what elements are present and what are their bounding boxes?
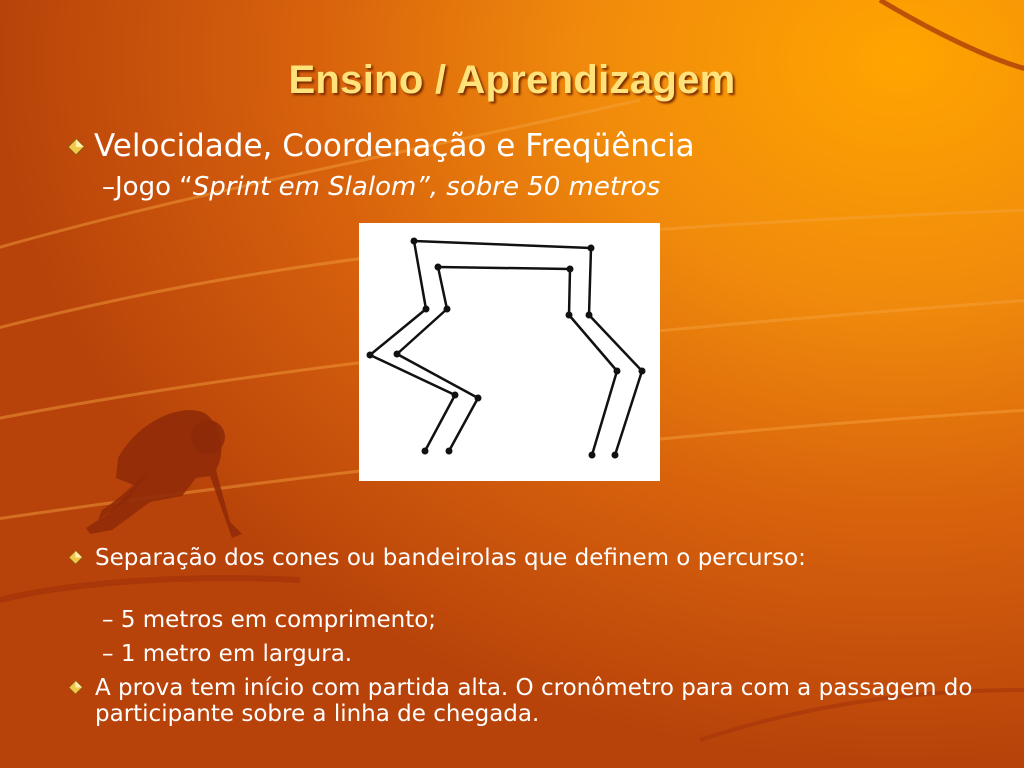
sub-bullet-italic: Sprint em Slalom”, sobre 50 metros <box>192 172 661 202</box>
sub-bullet-largura <box>102 641 352 667</box>
slalom-course-diagram <box>359 223 660 481</box>
sub-bullet-largura-text: 1 metro em largura. <box>120 641 353 667</box>
bullet-separacao: Separação dos cones ou bandeirolas que definem o percurso: <box>95 545 806 571</box>
diamond-bullet-icon <box>68 550 83 565</box>
sub-bullet-jogo <box>102 172 660 202</box>
bullet-prova: A prova tem início com partida alta. O cronômetro para com a passagem do participante sobre a linha de chegada. <box>95 675 973 727</box>
sub-bullet-comprimento-text: 5 metros em comprimento; <box>120 607 437 633</box>
slide-title: Ensino / Aprendizagem <box>288 58 736 102</box>
diamond-bullet-icon <box>68 680 83 695</box>
sub-bullet-dash: – <box>102 641 114 667</box>
diamond-bullet-icon <box>67 138 85 156</box>
sub-bullet-comprimento <box>102 607 436 633</box>
slalom-course-drawing <box>359 223 660 481</box>
sub-bullet-dash: – <box>102 607 114 633</box>
sub-bullet-prefix: –Jogo “ <box>102 172 193 202</box>
bullet-velocidade: Velocidade, Coordenação e Freqüência <box>94 128 695 164</box>
sprinter-silhouette <box>86 410 242 538</box>
